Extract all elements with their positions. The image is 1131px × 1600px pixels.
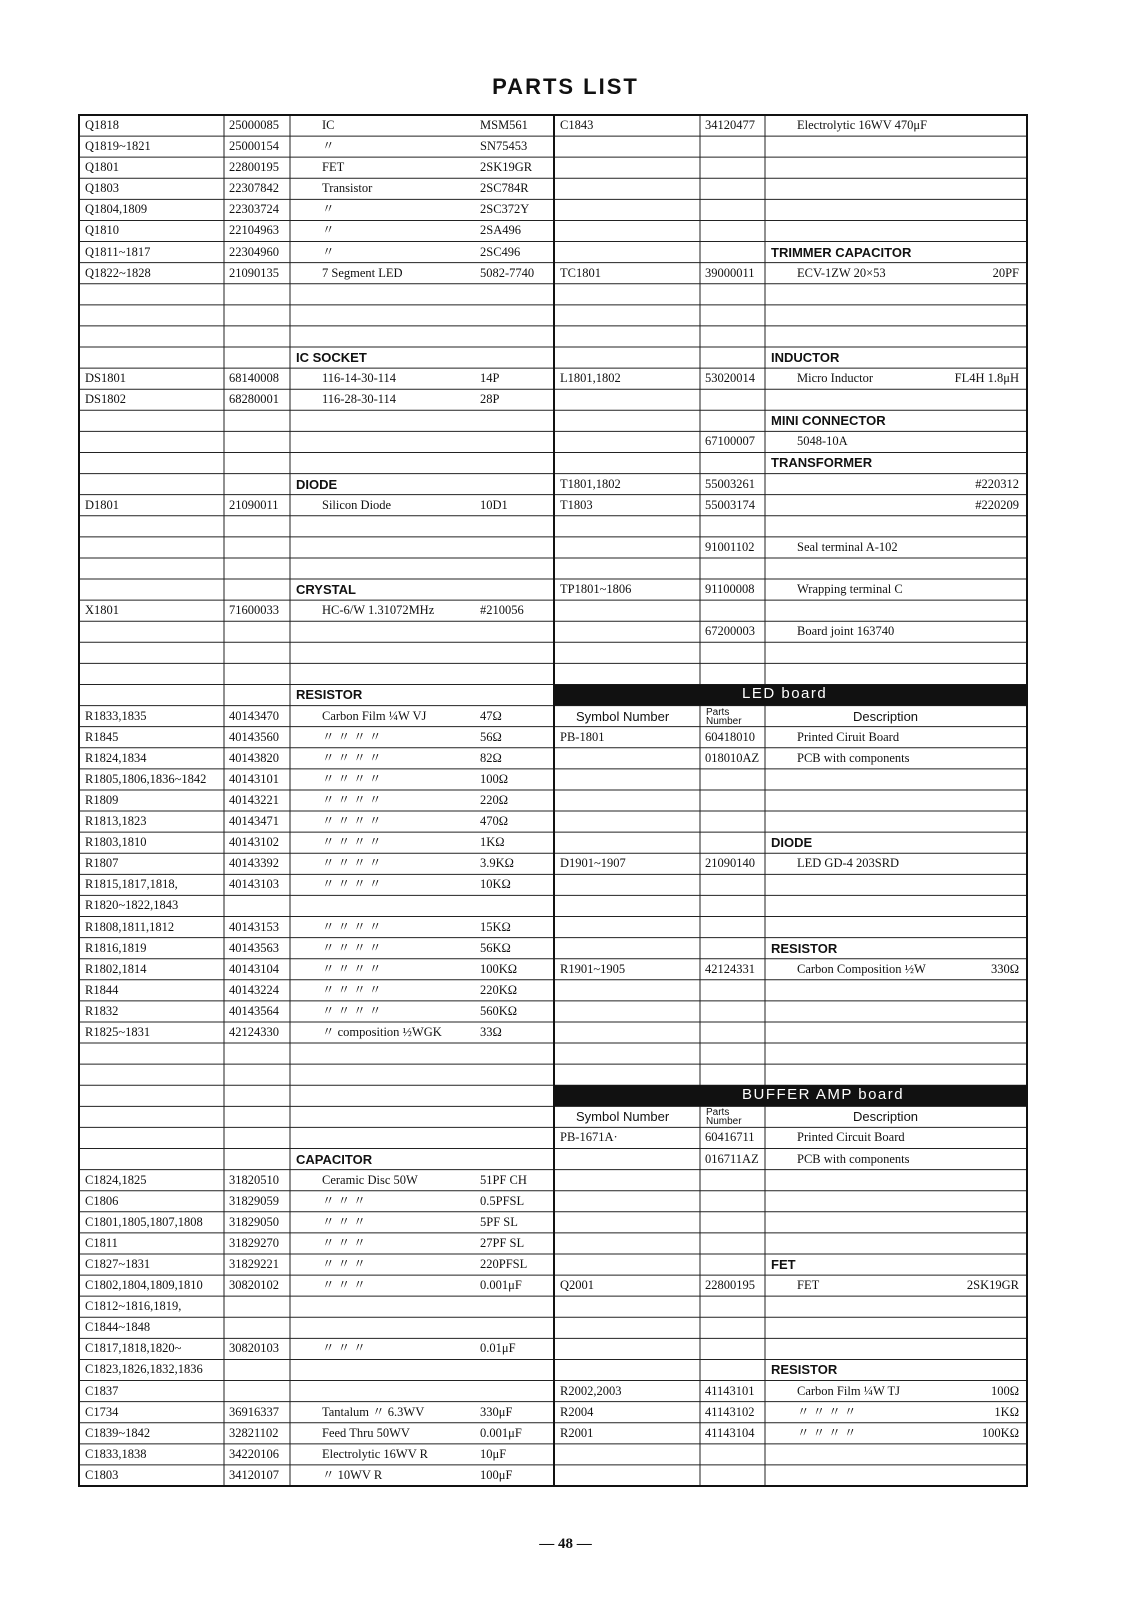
page-number: — 48 — — [539, 1536, 592, 1552]
part-value: FL4H 1.8μH — [954, 371, 1019, 386]
part-value: 100Ω — [480, 771, 509, 786]
symbol-number: C1844~1848 — [85, 1320, 151, 1335]
symbol-number: C1824,1825 — [85, 1172, 147, 1187]
parts-number: 34120477 — [705, 118, 755, 132]
description: 7 Segment LED — [322, 265, 403, 280]
description: 〃 〃 〃 〃 — [797, 1404, 857, 1419]
description: PCB with components — [797, 750, 910, 765]
symbol-number: R1832 — [85, 1003, 119, 1018]
parts-number: 68280001 — [229, 392, 279, 407]
parts-number: 25000154 — [229, 139, 279, 154]
part-value: 220PFSL — [480, 1256, 528, 1271]
description: Feed Thru 50WV — [322, 1425, 410, 1440]
section-header: CAPACITOR — [296, 1151, 373, 1167]
part-value: 3.9KΩ — [480, 856, 514, 871]
part-value: 2SA496 — [480, 223, 521, 238]
part-value: #220209 — [975, 497, 1019, 512]
part-value: 100Ω — [990, 1383, 1019, 1398]
parts-number: 22303724 — [229, 202, 279, 217]
parts-number: 31829221 — [229, 1256, 279, 1271]
parts-number: 30820102 — [229, 1278, 279, 1293]
section-header: FET — [771, 1256, 796, 1272]
description: Printed Ciruit Board — [797, 729, 900, 744]
description: 〃 — [322, 202, 335, 217]
parts-number: 22104963 — [229, 223, 279, 238]
part-value: 56KΩ — [480, 940, 511, 955]
parts-number: 53020014 — [705, 371, 755, 386]
parts-number: 91100008 — [705, 582, 755, 597]
symbol-number: Q2001 — [560, 1278, 595, 1293]
part-value: MSM561 — [480, 118, 528, 132]
description: 〃 〃 〃 〃 — [322, 792, 382, 807]
parts-number: 21090135 — [229, 265, 279, 280]
part-value: 0.01μF — [480, 1341, 516, 1356]
part-value: 100μF — [480, 1467, 513, 1482]
part-value: 10KΩ — [480, 877, 511, 892]
symbol-number: C1827~1831 — [85, 1256, 151, 1271]
parts-number: 21090140 — [705, 856, 755, 871]
parts-number: 40143153 — [229, 919, 279, 934]
part-value: #220312 — [975, 476, 1019, 491]
description: 〃 〃 〃 — [322, 1278, 366, 1293]
symbol-number: Q1819~1821 — [85, 139, 151, 154]
parts-number: 40143392 — [229, 856, 279, 871]
part-value: 56Ω — [480, 729, 502, 744]
part-value: 51PF CH — [480, 1172, 527, 1187]
symbol-number: R1833,1835 — [85, 708, 147, 723]
description: 〃 〃 〃 〃 — [322, 729, 382, 744]
description: 〃 〃 〃 〃 — [322, 940, 382, 955]
symbol-number: DS1801 — [85, 371, 126, 386]
symbol-number: R1802,1814 — [85, 961, 147, 976]
parts-number: 71600033 — [229, 603, 279, 618]
board-title: BUFFER AMP board — [742, 1086, 905, 1104]
description: 〃 — [322, 139, 335, 154]
section-header: RESISTOR — [771, 1362, 838, 1378]
description: Carbon Composition ½W — [797, 961, 926, 976]
description: 〃 〃 〃 〃 — [322, 835, 382, 850]
parts-number: 21090011 — [229, 497, 279, 512]
column-header-description: Description — [853, 1109, 919, 1125]
description: 〃 〃 〃 — [322, 1235, 366, 1250]
symbol-number: Q1822~1828 — [85, 265, 151, 280]
symbol-number: Q1804,1809 — [85, 202, 148, 217]
parts-number: 55003174 — [705, 497, 755, 512]
symbol-number: C1817,1818,1820~ — [85, 1341, 182, 1356]
board-title: LED board — [742, 685, 828, 703]
symbol-number: T1803 — [560, 497, 593, 512]
parts-number: 40143820 — [229, 750, 279, 765]
parts-number: 42124331 — [705, 961, 755, 976]
symbol-number: X1801 — [85, 603, 120, 618]
symbol-number: C1802,1804,1809,1810 — [85, 1278, 203, 1293]
parts-number: 67100007 — [705, 434, 755, 449]
part-value: 2SK19GR — [966, 1278, 1019, 1293]
part-value: 2SC784R — [480, 181, 529, 196]
description: 〃 10WV R — [322, 1467, 383, 1482]
part-value: 27PF SL — [480, 1235, 525, 1250]
part-value: 470Ω — [480, 814, 509, 829]
parts-number: 22800195 — [229, 160, 279, 175]
symbol-number: C1801,1805,1807,1808 — [85, 1214, 203, 1229]
symbol-number: R1815,1817,1818, — [85, 877, 178, 892]
symbol-number: R1807 — [85, 856, 119, 871]
part-value: 5PF SL — [480, 1214, 518, 1229]
description: Electrolytic 16WV R — [322, 1446, 428, 1461]
parts-number: 32821102 — [229, 1425, 279, 1440]
symbol-number: C1806 — [85, 1193, 119, 1208]
parts-number: 40143102 — [229, 835, 279, 850]
parts-number: 30820103 — [229, 1341, 279, 1356]
section-header: INDUCTOR — [771, 350, 840, 365]
description: 〃 〃 〃 〃 — [322, 961, 382, 976]
column-header-parts: Parts — [706, 706, 730, 718]
parts-number: 42124330 — [229, 1024, 279, 1039]
description: HC-6/W 1.31072MHz — [322, 603, 435, 618]
section-header: CRYSTAL — [296, 582, 356, 598]
description: 〃 〃 〃 — [322, 1341, 366, 1356]
section-header: TRANSFORMER — [771, 455, 873, 471]
parts-number: 018010AZ — [705, 750, 760, 765]
parts-number: 40143104 — [229, 961, 279, 976]
description: Ceramic Disc 50W — [322, 1172, 418, 1187]
description: Silicon Diode — [322, 497, 392, 512]
part-value: 0.5PFSL — [480, 1193, 525, 1208]
parts-number: 40143471 — [229, 814, 279, 829]
symbol-number: C1843 — [560, 118, 594, 132]
parts-number: 41143102 — [705, 1404, 755, 1419]
parts-number: 68140008 — [229, 371, 279, 386]
symbol-number: L1801,1802 — [560, 371, 621, 386]
column-header-parts: Parts — [706, 1107, 730, 1119]
parts-number: 31829270 — [229, 1235, 279, 1250]
part-value: 2SC372Y — [480, 202, 530, 217]
symbol-number: R1808,1811,1812 — [85, 919, 175, 934]
part-value: 2SK19GR — [480, 160, 533, 175]
section-header: DIODE — [296, 476, 338, 492]
symbol-number: Q1803 — [85, 181, 120, 196]
description: Micro Inductor — [797, 371, 874, 386]
parts-number: 34120107 — [229, 1467, 279, 1482]
description: 〃 〃 〃 〃 — [797, 1425, 857, 1440]
symbol-number: TP1801~1806 — [560, 582, 632, 597]
part-value: SN75453 — [480, 139, 528, 154]
part-value: 560KΩ — [480, 1003, 518, 1018]
parts-number: 25000085 — [229, 118, 279, 132]
section-header: MINI CONNECTOR — [771, 413, 886, 429]
description: 〃 〃 〃 — [322, 1193, 366, 1208]
symbol-number: R1824,1834 — [85, 750, 147, 765]
description: Wrapping terminal C — [797, 582, 903, 597]
parts-number: 40143101 — [229, 771, 279, 786]
description: Printed Circuit Board — [797, 1130, 905, 1145]
part-value: 220KΩ — [480, 982, 518, 997]
part-value: 330μF — [480, 1404, 513, 1419]
description: 〃 〃 〃 〃 — [322, 982, 382, 997]
description: 〃 — [322, 244, 335, 259]
symbol-number: DS1802 — [85, 392, 126, 407]
description: 〃 〃 〃 〃 — [322, 814, 382, 829]
symbol-number: R1820~1822,1843 — [85, 898, 179, 913]
description: 116-28-30-114 — [322, 392, 397, 407]
parts-number: 31829050 — [229, 1214, 279, 1229]
part-value: 20PF — [992, 265, 1019, 280]
description: Electrolytic 16WV 470μF — [797, 118, 928, 132]
symbol-number: C1839~1842 — [85, 1425, 151, 1440]
parts-number: 39000011 — [705, 265, 755, 280]
symbol-number: R1813,1823 — [85, 814, 147, 829]
part-value: 0.001μF — [480, 1425, 522, 1440]
page-title: PARTS LIST — [492, 74, 639, 99]
section-header: RESISTOR — [771, 940, 838, 956]
description: Carbon Film ¼W VJ — [322, 708, 427, 723]
description: 〃 〃 〃 — [322, 1214, 366, 1229]
symbol-number: TC1801 — [560, 265, 601, 280]
description: 〃 — [322, 223, 335, 238]
parts-number: 40143103 — [229, 877, 279, 892]
symbol-number: PB-1801 — [560, 729, 605, 744]
part-value: 10μF — [480, 1446, 507, 1461]
part-value: 2SC496 — [480, 244, 521, 259]
description: Carbon Film ¼W TJ — [797, 1383, 901, 1398]
parts-number: 40143563 — [229, 940, 279, 955]
part-value: 47Ω — [480, 708, 502, 723]
symbol-number: T1801,1802 — [560, 476, 621, 491]
symbol-number: Q1810 — [85, 223, 120, 238]
part-value: 0.001μF — [480, 1278, 522, 1293]
description: Seal terminal A-102 — [797, 539, 898, 554]
parts-number: 22307842 — [229, 181, 279, 196]
description: 116-14-30-114 — [322, 371, 397, 386]
part-value: 100KΩ — [480, 961, 518, 976]
parts-number: 40143221 — [229, 792, 279, 807]
symbol-number: R1845 — [85, 729, 119, 744]
description: 〃 〃 〃 — [322, 1256, 366, 1271]
symbol-number: R2002,2003 — [560, 1383, 622, 1398]
symbol-number: R1805,1806,1836~1842 — [85, 771, 207, 786]
parts-number: 55003261 — [705, 476, 755, 491]
symbol-number: C1823,1826,1832,1836 — [85, 1362, 203, 1377]
column-header-number: Number — [706, 715, 742, 727]
description: Board joint 163740 — [797, 624, 895, 639]
parts-number: 34220106 — [229, 1446, 279, 1461]
symbol-number: C1734 — [85, 1404, 119, 1419]
parts-number: 41143101 — [705, 1383, 755, 1398]
description: 〃 〃 〃 〃 — [322, 750, 382, 765]
parts-number: 41143104 — [705, 1425, 755, 1440]
symbol-number: C1833,1838 — [85, 1446, 147, 1461]
part-value: 100KΩ — [981, 1425, 1019, 1440]
parts-number: 22304960 — [229, 244, 279, 259]
symbol-number: R1803,1810 — [85, 835, 147, 850]
description: 〃 〃 〃 〃 — [322, 771, 382, 786]
part-value: 1KΩ — [480, 835, 505, 850]
part-value: 10D1 — [480, 497, 508, 512]
parts-number: 016711AZ — [705, 1151, 759, 1166]
parts-number: 40143560 — [229, 729, 279, 744]
part-value: 220Ω — [480, 792, 509, 807]
parts-number: 31820510 — [229, 1172, 279, 1187]
description: 〃 〃 〃 〃 — [322, 919, 382, 934]
section-header: RESISTOR — [296, 687, 363, 703]
section-header: DIODE — [771, 835, 813, 851]
symbol-number: R1844 — [85, 982, 119, 997]
column-header-number: Number — [706, 1116, 742, 1128]
description: Transistor — [322, 181, 373, 196]
description: FET — [797, 1278, 820, 1293]
symbol-number: PB-1671A· — [560, 1130, 618, 1145]
part-value: 1KΩ — [994, 1404, 1019, 1419]
parts-number: 91001102 — [705, 539, 755, 554]
description: PCB with components — [797, 1151, 910, 1166]
parts-number: 22800195 — [705, 1278, 755, 1293]
parts-number: 67200003 — [705, 624, 755, 639]
description: 〃 〃 〃 〃 — [322, 877, 382, 892]
symbol-number: D1901~1907 — [560, 856, 626, 871]
symbol-number: C1811 — [85, 1235, 118, 1250]
parts-number: 36916337 — [229, 1404, 279, 1419]
symbol-number: R1901~1905 — [560, 961, 626, 976]
symbol-number: D1801 — [85, 497, 120, 512]
parts-number: 60418010 — [705, 729, 755, 744]
part-value: #210056 — [480, 603, 524, 618]
part-value: 15KΩ — [480, 919, 511, 934]
part-value: 330Ω — [990, 961, 1019, 976]
description: 5048-10A — [797, 434, 848, 449]
symbol-number: C1812~1816,1819, — [85, 1299, 182, 1314]
description: IC — [322, 118, 335, 132]
symbol-number: R2004 — [560, 1404, 594, 1419]
description: LED GD-4 203SRD — [797, 856, 900, 871]
symbol-number: C1803 — [85, 1467, 119, 1482]
symbol-number: R1809 — [85, 792, 119, 807]
part-value: 33Ω — [480, 1024, 502, 1039]
symbol-number: R1816,1819 — [85, 940, 147, 955]
column-header-description: Description — [853, 708, 919, 724]
description: 〃 〃 〃 〃 — [322, 1003, 382, 1018]
description: Tantalum 〃 6.3WV — [322, 1404, 425, 1419]
part-value: 14P — [480, 371, 500, 386]
description: FET — [322, 160, 345, 175]
symbol-number: R2001 — [560, 1425, 594, 1440]
part-value: 82Ω — [480, 750, 502, 765]
symbol-number: C1837 — [85, 1383, 119, 1398]
parts-number: 40143224 — [229, 982, 279, 997]
section-header: IC SOCKET — [296, 350, 367, 365]
column-header-symbol-number: Symbol Number — [576, 708, 670, 724]
parts-number: 60416711 — [705, 1130, 755, 1145]
description: 〃 〃 〃 〃 — [322, 856, 382, 871]
symbol-number: Q1818 — [85, 118, 120, 132]
parts-number: 31829059 — [229, 1193, 279, 1208]
description: 〃 composition ½WGK — [322, 1024, 442, 1039]
symbol-number: Q1811~1817 — [85, 244, 151, 259]
part-value: 28P — [480, 392, 500, 407]
part-value: 5082-7740 — [480, 265, 535, 280]
symbol-number: Q1801 — [85, 160, 120, 175]
parts-number: 40143470 — [229, 708, 279, 723]
description: ECV-1ZW 20×53 — [797, 265, 886, 280]
section-header: TRIMMER CAPACITOR — [771, 244, 912, 260]
symbol-number: R1825~1831 — [85, 1024, 151, 1039]
parts-number: 40143564 — [229, 1003, 279, 1018]
column-header-symbol-number: Symbol Number — [576, 1109, 670, 1125]
